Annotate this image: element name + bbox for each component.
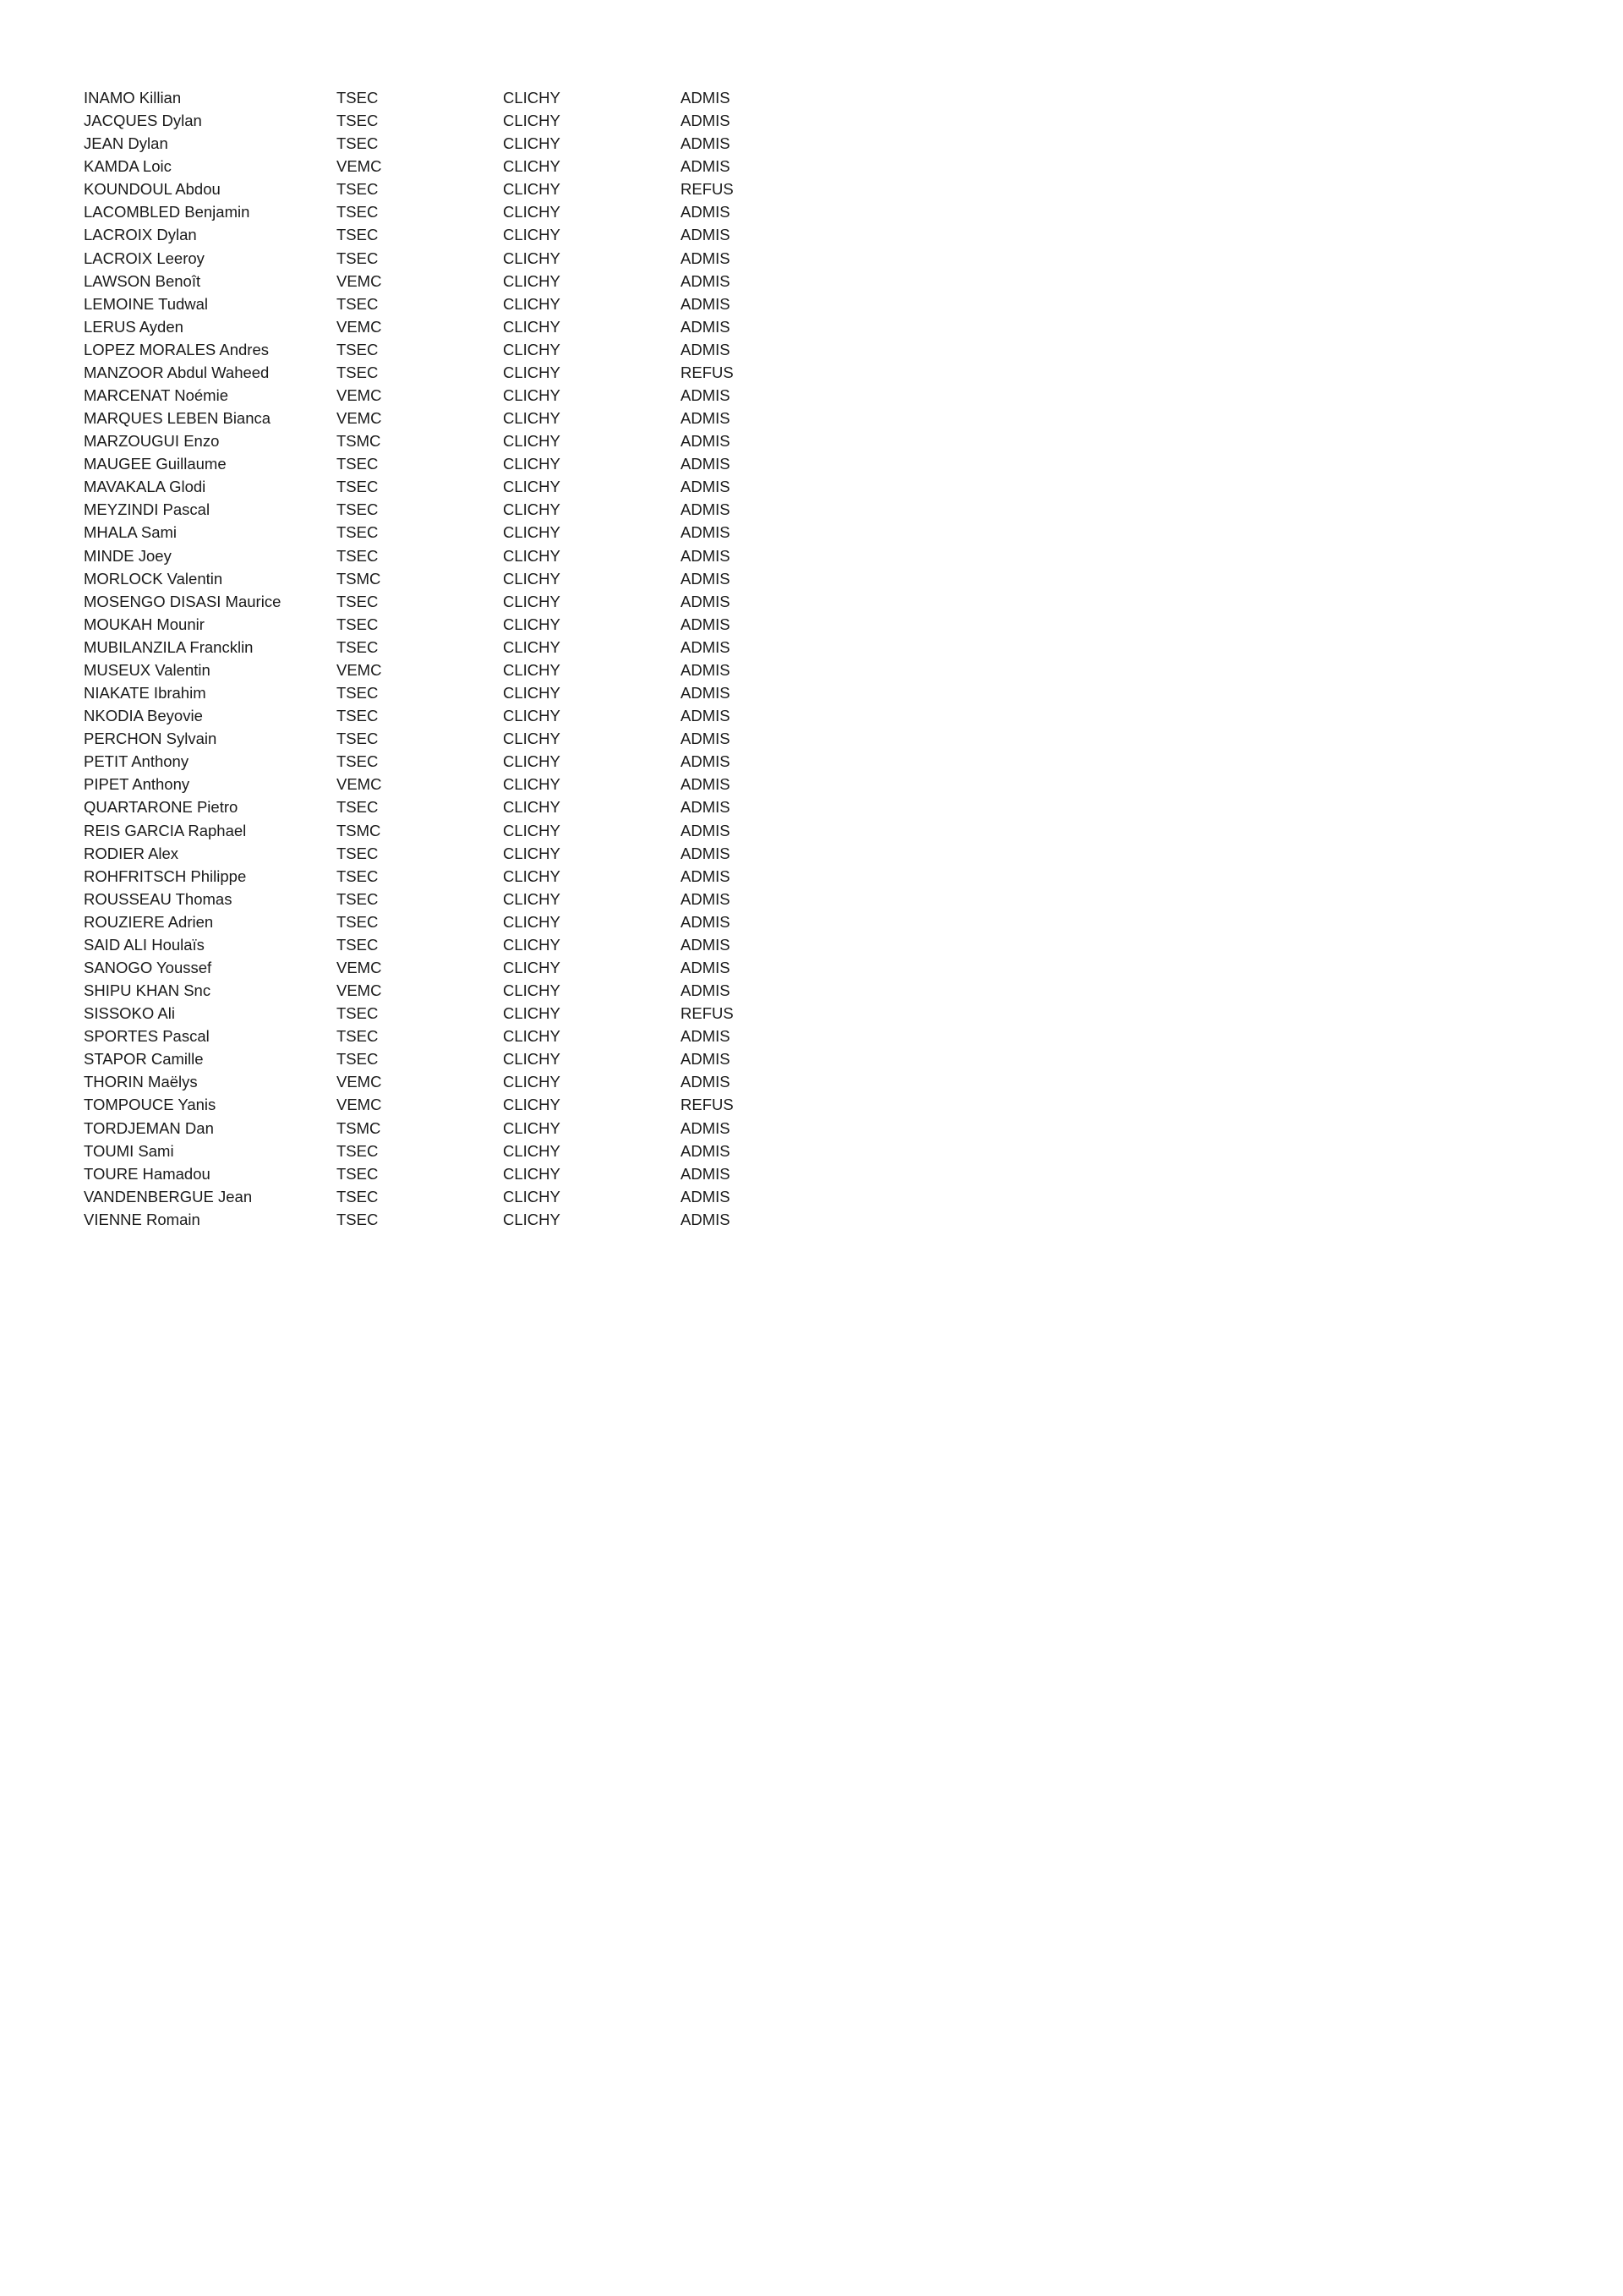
candidate-name: ROUSSEAU Thomas [84,889,232,908]
exam-center: CLICHY [503,1027,560,1046]
list-item [84,1025,844,1047]
list-item [84,1185,844,1208]
candidate-name: TOURE Hamadou [84,1164,210,1183]
result-status: ADMIS [680,409,730,428]
exam-center: CLICHY [503,203,560,221]
exam-center: CLICHY [503,317,560,336]
candidate-name: JEAN Dylan [84,134,168,153]
results-list [84,86,844,1231]
list-item [84,1002,844,1025]
list-item [84,200,844,223]
list-item [84,384,844,407]
exam-center: CLICHY [503,1118,560,1137]
candidate-name: MAUGEE Guillaume [84,455,227,473]
list-item [84,773,844,795]
exam-center: CLICHY [503,523,560,542]
candidate-name: MHALA Sami [84,523,178,542]
exam-center: CLICHY [503,500,560,519]
track-code: TSEC [336,1141,379,1160]
track-code: TSEC [336,226,379,244]
list-item [84,727,844,750]
list-item [84,1117,844,1140]
result-status: ADMIS [680,1164,730,1183]
track-code: TSEC [336,455,379,473]
exam-center: CLICHY [503,958,560,976]
list-item [84,1070,844,1093]
track-code: VEMC [336,775,382,794]
candidate-name: NIAKATE Ibrahim [84,684,206,702]
list-item [84,590,844,613]
candidate-name: LERUS Ayden [84,317,183,336]
exam-center: CLICHY [503,615,560,633]
candidate-name: REIS GARCIA Raphael [84,821,247,839]
exam-center: CLICHY [503,1164,560,1183]
candidate-name: VIENNE Romain [84,1210,200,1228]
candidate-name: STAPOR Camille [84,1050,204,1069]
track-code: TSEC [336,294,379,313]
track-code: TSMC [336,569,381,588]
exam-center: CLICHY [503,569,560,588]
track-code: TSEC [336,112,379,130]
list-item [84,498,844,521]
result-status: ADMIS [680,752,730,771]
track-code: TSMC [336,821,381,839]
result-status: REFUS [680,1004,734,1023]
track-code: VEMC [336,958,382,976]
result-status: ADMIS [680,912,730,931]
exam-center: CLICHY [503,134,560,153]
result-status: ADMIS [680,775,730,794]
result-status: ADMIS [680,112,730,130]
track-code: TSEC [336,1164,379,1183]
candidate-name: PERCHON Sylvain [84,730,217,748]
list-item [84,407,844,429]
exam-center: CLICHY [503,912,560,931]
track-code: TSEC [336,707,379,725]
candidate-name: SHIPU KHAN Snc [84,981,211,1000]
track-code: TSEC [336,1187,379,1205]
exam-center: CLICHY [503,660,560,679]
result-status: ADMIS [680,592,730,610]
list-item [84,910,844,933]
list-item [84,979,844,1002]
candidate-name: RODIER Alex [84,844,179,862]
list-item [84,292,844,315]
exam-center: CLICHY [503,1096,560,1114]
result-status: ADMIS [680,271,730,290]
result-status: ADMIS [680,569,730,588]
exam-center: CLICHY [503,157,560,176]
candidate-name: MARQUES LEBEN Bianca [84,409,271,428]
exam-center: CLICHY [503,798,560,817]
candidate-name: ROUZIERE Adrien [84,912,214,931]
exam-center: CLICHY [503,637,560,656]
list-item [84,223,844,246]
list-item [84,1047,844,1070]
candidate-name: MUSEUX Valentin [84,660,210,679]
result-status: ADMIS [680,432,730,451]
list-item [84,1208,844,1231]
result-status: ADMIS [680,1050,730,1069]
exam-center: CLICHY [503,409,560,428]
list-item [84,155,844,178]
result-status: ADMIS [680,500,730,519]
list-item [84,567,844,590]
exam-center: CLICHY [503,455,560,473]
list-item [84,178,844,200]
candidate-name: SPORTES Pascal [84,1027,210,1046]
track-code: TSEC [336,1027,379,1046]
result-status: ADMIS [680,226,730,244]
exam-center: CLICHY [503,775,560,794]
result-status: ADMIS [680,935,730,954]
track-code: TSEC [336,730,379,748]
exam-center: CLICHY [503,226,560,244]
track-code: TSEC [336,89,379,107]
result-status: ADMIS [680,615,730,633]
candidate-name: TORDJEMAN Dan [84,1118,214,1137]
exam-center: CLICHY [503,1141,560,1160]
result-status: ADMIS [680,157,730,176]
result-status: ADMIS [680,478,730,496]
exam-center: CLICHY [503,1073,560,1091]
document-page [0,0,947,1339]
candidate-name: MINDE Joey [84,546,172,565]
list-item [84,956,844,979]
result-status: REFUS [680,1096,734,1114]
exam-center: CLICHY [503,1004,560,1023]
candidate-name: LACROIX Leeroy [84,249,205,267]
exam-center: CLICHY [503,821,560,839]
candidate-name: THORIN Maëlys [84,1073,198,1091]
list-item [84,544,844,567]
track-code: TSEC [336,500,379,519]
list-item [84,819,844,842]
exam-center: CLICHY [503,478,560,496]
list-item [84,795,844,818]
result-status: ADMIS [680,134,730,153]
exam-center: CLICHY [503,866,560,885]
exam-center: CLICHY [503,432,560,451]
exam-center: CLICHY [503,844,560,862]
result-status: ADMIS [680,866,730,885]
candidate-name: LACROIX Dylan [84,226,197,244]
result-status: ADMIS [680,455,730,473]
list-item [84,338,844,361]
list-item [84,613,844,636]
result-status: ADMIS [680,546,730,565]
list-item [84,1162,844,1185]
track-code: TSEC [336,637,379,656]
result-status: ADMIS [680,340,730,358]
candidate-name: TOMPOUCE Yanis [84,1096,216,1114]
exam-center: CLICHY [503,180,560,199]
result-status: ADMIS [680,730,730,748]
track-code: TSEC [336,1004,379,1023]
result-status: ADMIS [680,1118,730,1137]
candidate-name: MARCENAT Noémie [84,386,228,405]
candidate-name: LAWSON Benoît [84,271,201,290]
list-item [84,109,844,132]
result-status: ADMIS [680,1027,730,1046]
list-item [84,865,844,888]
exam-center: CLICHY [503,271,560,290]
result-status: ADMIS [680,1187,730,1205]
result-status: ADMIS [680,981,730,1000]
track-code: TSEC [336,249,379,267]
track-code: TSEC [336,340,379,358]
candidate-name: MOUKAH Mounir [84,615,205,633]
candidate-name: MEYZINDI Pascal [84,500,210,519]
track-code: TSEC [336,935,379,954]
result-status: ADMIS [680,523,730,542]
candidate-name: MANZOOR Abdul Waheed [84,363,270,381]
candidate-name: ROHFRITSCH Philippe [84,866,247,885]
list-item [84,842,844,865]
candidate-name: LOPEZ MORALES Andres [84,340,270,358]
result-status: ADMIS [680,684,730,702]
track-code: TSEC [336,844,379,862]
result-status: ADMIS [680,1141,730,1160]
result-status: ADMIS [680,1073,730,1091]
candidate-name: INAMO Killian [84,89,182,107]
exam-center: CLICHY [503,592,560,610]
list-item [84,270,844,292]
track-code: VEMC [336,660,382,679]
track-code: VEMC [336,1073,382,1091]
exam-center: CLICHY [503,1187,560,1205]
result-status: ADMIS [680,203,730,221]
candidate-name: MARZOUGUI Enzo [84,432,220,451]
list-item [84,888,844,910]
candidate-name: TOUMI Sami [84,1141,174,1160]
result-status: ADMIS [680,637,730,656]
exam-center: CLICHY [503,707,560,725]
result-status: ADMIS [680,1210,730,1228]
candidate-name: SANOGO Youssef [84,958,212,976]
track-code: VEMC [336,409,382,428]
track-code: TSEC [336,684,379,702]
candidate-name: SISSOKO Ali [84,1004,175,1023]
track-code: TSEC [336,363,379,381]
track-code: TSEC [336,752,379,771]
result-status: ADMIS [680,958,730,976]
exam-center: CLICHY [503,386,560,405]
track-code: TSEC [336,1210,379,1228]
result-status: ADMIS [680,317,730,336]
candidate-name: KOUNDOUL Abdou [84,180,221,199]
list-item [84,132,844,155]
candidate-name: PIPET Anthony [84,775,190,794]
track-code: TSEC [336,523,379,542]
track-code: TSMC [336,1118,381,1137]
track-code: VEMC [336,981,382,1000]
list-item [84,933,844,956]
exam-center: CLICHY [503,1050,560,1069]
result-status: ADMIS [680,89,730,107]
list-item [84,475,844,498]
list-item [84,429,844,452]
exam-center: CLICHY [503,981,560,1000]
track-code: TSMC [336,432,381,451]
result-status: ADMIS [680,844,730,862]
exam-center: CLICHY [503,546,560,565]
exam-center: CLICHY [503,294,560,313]
list-item [84,315,844,338]
result-status: REFUS [680,180,734,199]
exam-center: CLICHY [503,340,560,358]
list-item [84,704,844,727]
track-code: TSEC [336,203,379,221]
track-code: TSEC [336,592,379,610]
exam-center: CLICHY [503,752,560,771]
result-status: REFUS [680,363,734,381]
track-code: TSEC [336,798,379,817]
track-code: TSEC [336,889,379,908]
exam-center: CLICHY [503,112,560,130]
list-item [84,636,844,659]
exam-center: CLICHY [503,889,560,908]
list-item [84,452,844,475]
exam-center: CLICHY [503,249,560,267]
track-code: VEMC [336,1096,382,1114]
candidate-name: LEMOINE Tudwal [84,294,209,313]
track-code: TSEC [336,615,379,633]
candidate-name: JACQUES Dylan [84,112,202,130]
candidate-name: LACOMBLED Benjamin [84,203,250,221]
candidate-name: PETIT Anthony [84,752,189,771]
exam-center: CLICHY [503,730,560,748]
result-status: ADMIS [680,798,730,817]
candidate-name: KAMDA Loic [84,157,172,176]
track-code: TSEC [336,866,379,885]
list-item [84,361,844,384]
candidate-name: MUBILANZILA Francklin [84,637,254,656]
track-code: TSEC [336,546,379,565]
track-code: VEMC [336,271,382,290]
track-code: TSEC [336,478,379,496]
track-code: VEMC [336,386,382,405]
result-status: ADMIS [680,821,730,839]
exam-center: CLICHY [503,89,560,107]
result-status: ADMIS [680,707,730,725]
list-item [84,521,844,544]
list-item [84,681,844,704]
track-code: VEMC [336,317,382,336]
list-item [84,659,844,681]
candidate-name: VANDENBERGUE Jean [84,1187,253,1205]
result-status: ADMIS [680,889,730,908]
result-status: ADMIS [680,386,730,405]
candidate-name: SAID ALI Houlaïs [84,935,205,954]
candidate-name: MOSENGO DISASI Maurice [84,592,281,610]
result-status: ADMIS [680,294,730,313]
exam-center: CLICHY [503,935,560,954]
exam-center: CLICHY [503,1210,560,1228]
list-item [84,750,844,773]
track-code: TSEC [336,180,379,199]
track-code: TSEC [336,134,379,153]
list-item [84,86,844,109]
result-status: ADMIS [680,660,730,679]
list-item [84,1140,844,1162]
candidate-name: MORLOCK Valentin [84,569,223,588]
candidate-name: QUARTARONE Pietro [84,798,238,817]
list-item [84,1093,844,1116]
track-code: TSEC [336,1050,379,1069]
result-status: ADMIS [680,249,730,267]
exam-center: CLICHY [503,363,560,381]
exam-center: CLICHY [503,684,560,702]
list-item [84,247,844,270]
candidate-name: NKODIA Beyovie [84,707,203,725]
track-code: VEMC [336,157,382,176]
candidate-name: MAVAKALA Glodi [84,478,206,496]
track-code: TSEC [336,912,379,931]
